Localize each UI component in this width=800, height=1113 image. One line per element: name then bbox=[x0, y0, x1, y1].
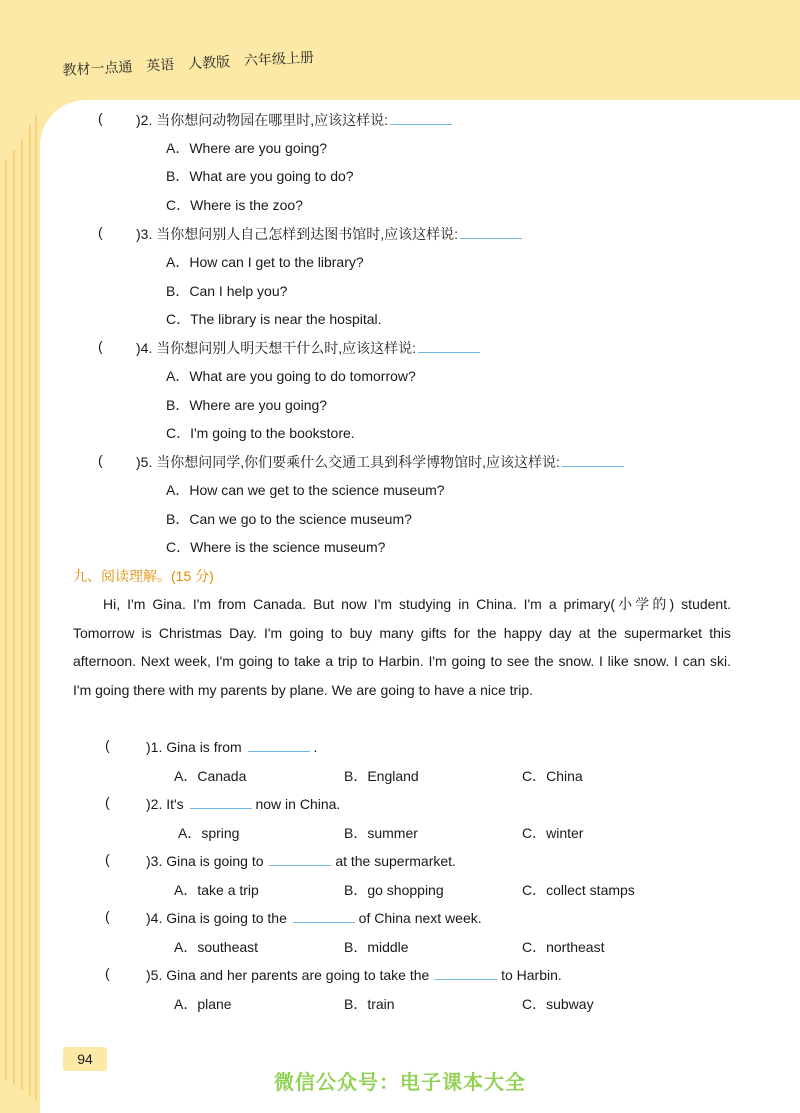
option: B．Can I help you? bbox=[166, 283, 288, 299]
answer-blank[interactable] bbox=[435, 965, 497, 980]
answer-blank[interactable] bbox=[460, 224, 522, 239]
option: A．southeast bbox=[174, 939, 259, 955]
question-9-5: )5. Gina and her parents are going to take the to Harbin. bbox=[146, 967, 562, 983]
answer-paren: ( bbox=[105, 851, 110, 867]
answer-blank[interactable] bbox=[293, 908, 355, 923]
option: C．winter bbox=[522, 825, 584, 841]
option: A．plane bbox=[174, 996, 232, 1012]
question-text: 当你想问动物园在哪里时,应该这样说: bbox=[156, 112, 389, 128]
answer-paren: ( bbox=[105, 908, 110, 924]
answer-paren: ( bbox=[105, 794, 110, 810]
question-9-4: )4. Gina is going to the of China next week. bbox=[146, 910, 482, 926]
option: A．take a trip bbox=[174, 882, 259, 898]
question-8-5: )5. 当你想问同学,你们要乘什么交通工具到科学博物馆时,应该这样说: bbox=[136, 452, 624, 472]
option: C．Where is the zoo? bbox=[166, 197, 303, 213]
option: C．northeast bbox=[522, 939, 605, 955]
answer-blank[interactable] bbox=[248, 737, 310, 752]
question-8-3: )3. 当你想问别人自己怎样到达图书馆时,应该这样说: bbox=[136, 224, 522, 244]
header-grade: 六年级上册 bbox=[243, 48, 315, 69]
question-text: 当你想问同学,你们要乘什么交通工具到科学博物馆时,应该这样说: bbox=[156, 454, 560, 470]
question-9-1: )1. Gina is from . bbox=[146, 739, 318, 755]
option: C．The library is near the hospital. bbox=[166, 311, 382, 327]
question-8-2: )2. 当你想问动物园在哪里时,应该这样说: bbox=[136, 110, 452, 130]
option: A．How can I get to the library? bbox=[166, 254, 364, 270]
answer-blank[interactable] bbox=[269, 851, 331, 866]
answer-blank[interactable] bbox=[418, 338, 480, 353]
page-number: 94 bbox=[63, 1047, 107, 1071]
question-8-4: )4. 当你想问别人明天想干什么时,应该这样说: bbox=[136, 338, 480, 358]
answer-blank[interactable] bbox=[562, 452, 624, 467]
answer-paren: ( bbox=[98, 110, 103, 126]
option: B．summer bbox=[344, 825, 418, 841]
option: B．What are you going to do? bbox=[166, 168, 354, 184]
option: A．How can we get to the science museum? bbox=[166, 482, 445, 498]
option: A．Where are you going? bbox=[166, 140, 328, 156]
section-title-reading: 九、阅读理解。(15 分) bbox=[73, 568, 214, 584]
reading-passage: Hi, I'm Gina. I'm from Canada. But now I'm studying in China. I'm a primary(小学的) student. Tomorrow is Christmas Day. I'm going to buy many gifts for the happy day at the supermarket this afternoon. Next week, I'm going to take a trip to Harbin. I'm going to see the snow. I like snow. I can ski. I'm going there with my parents by plane. We are going to have a nice trip. bbox=[73, 596, 731, 698]
option: C．China bbox=[522, 768, 583, 784]
option: C．I'm going to the bookstore. bbox=[166, 425, 355, 441]
header-edition: 人教版 bbox=[187, 53, 231, 72]
answer-paren: ( bbox=[105, 737, 110, 753]
header-book: 教材一点通 bbox=[62, 58, 133, 79]
option: A．spring bbox=[178, 825, 240, 841]
option: C．subway bbox=[522, 996, 594, 1012]
answer-paren: ( bbox=[105, 965, 110, 981]
option: C．Where is the science museum? bbox=[166, 539, 386, 555]
option: A．What are you going to do tomorrow? bbox=[166, 368, 416, 384]
option: B．middle bbox=[344, 939, 409, 955]
answer-blank[interactable] bbox=[390, 110, 452, 125]
option: C．collect stamps bbox=[522, 882, 635, 898]
option: B．train bbox=[344, 996, 395, 1012]
question-9-3: )3. Gina is going to at the supermarket. bbox=[146, 853, 456, 869]
option: B．Can we go to the science museum? bbox=[166, 511, 412, 527]
answer-blank[interactable] bbox=[190, 794, 252, 809]
header-subject: 英语 bbox=[145, 56, 175, 74]
watermark: 微信公众号：电子课本大全 bbox=[274, 1072, 526, 1094]
answer-paren: ( bbox=[98, 338, 103, 354]
answer-paren: ( bbox=[98, 452, 103, 468]
question-9-2: )2. It's now in China. bbox=[146, 796, 341, 812]
option: A．Canada bbox=[174, 768, 247, 784]
question-text: 当你想问别人自己怎样到达图书馆时,应该这样说: bbox=[156, 226, 459, 242]
question-text: 当你想问别人明天想干什么时,应该这样说: bbox=[156, 340, 417, 356]
option: B．England bbox=[344, 768, 419, 784]
answer-paren: ( bbox=[98, 224, 103, 240]
option: B．go shopping bbox=[344, 882, 444, 898]
option: B．Where are you going? bbox=[166, 397, 328, 413]
